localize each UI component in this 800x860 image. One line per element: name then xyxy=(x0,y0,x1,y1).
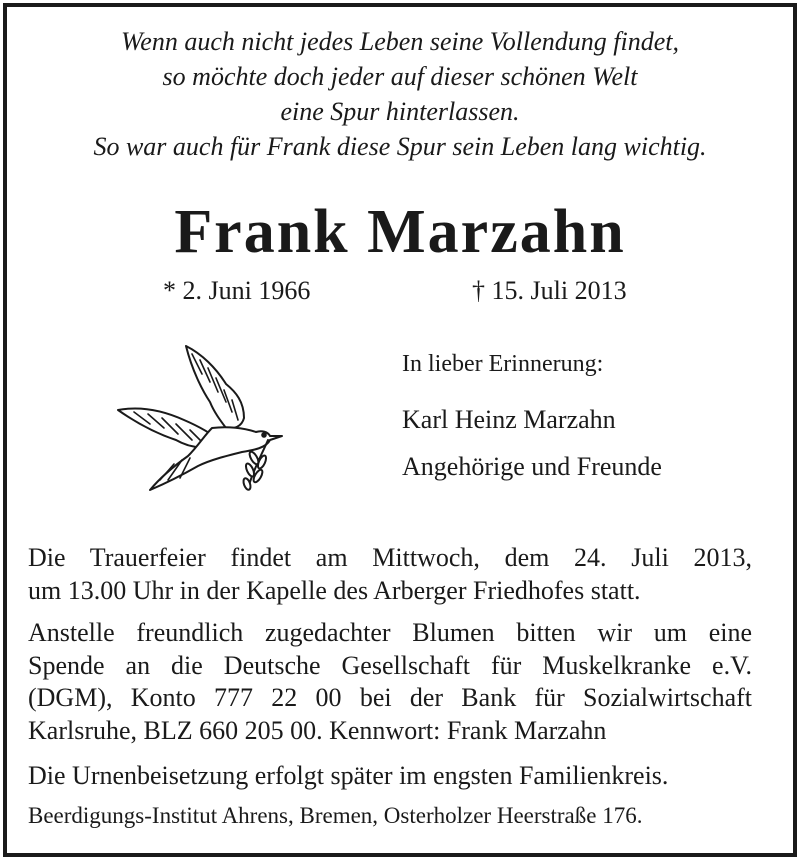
funeral-home: Beerdigungs-Institut Ahrens, Bremen, Osterholzer Heerstraße 176. xyxy=(28,803,643,828)
mourner-name: Karl Heinz Marzahn xyxy=(402,405,616,434)
dove-with-olive-branch-icon xyxy=(116,340,286,495)
donation-line: Anstelle freundlich zugedachter Blumen bitten wir um eine xyxy=(28,618,752,647)
burial-line: Die Urnenbeisetzung erfolgt später im engsten Familienkreis. xyxy=(28,761,669,790)
memory-heading: In lieber Erinnerung: xyxy=(402,351,604,377)
burial-notice xyxy=(28,760,752,793)
donation-line: (DGM), Konto 777 22 00 bei der Bank für Sozialwirtschaft xyxy=(28,683,752,712)
death-date: † 15. Juli 2013 xyxy=(472,276,627,305)
poem-line: So war auch für Frank diese Spur sein Leben lang wichtig. xyxy=(93,132,707,161)
mourner-name: Angehörige und Freunde xyxy=(402,452,662,481)
poem-line: so möchte doch jeder auf dieser schönen Welt xyxy=(162,62,638,91)
poem-line: Wenn auch nicht jedes Leben seine Vollendung findet, xyxy=(121,27,679,56)
deceased-name: Frank Marzahn xyxy=(174,198,626,266)
poem xyxy=(0,24,800,164)
donation-request xyxy=(28,617,752,747)
birth-date: * 2. Juni 1966 xyxy=(163,276,311,305)
service-line: Die Trauerfeier findet am Mittwoch, dem 24. Juli 2013, xyxy=(28,543,752,572)
poem-line: eine Spur hinterlassen. xyxy=(280,97,520,126)
service-line: um 13.00 Uhr in der Kapelle des Arberger Friedhofes statt. xyxy=(28,575,641,605)
donation-line: Spende an die Deutsche Gesellschaft für Muskelkranke e.V. xyxy=(28,650,752,680)
service-announcement xyxy=(28,542,752,607)
donation-line: Karlsruhe, BLZ 660 205 00. Kennwort: Frank Marzahn xyxy=(28,715,607,745)
